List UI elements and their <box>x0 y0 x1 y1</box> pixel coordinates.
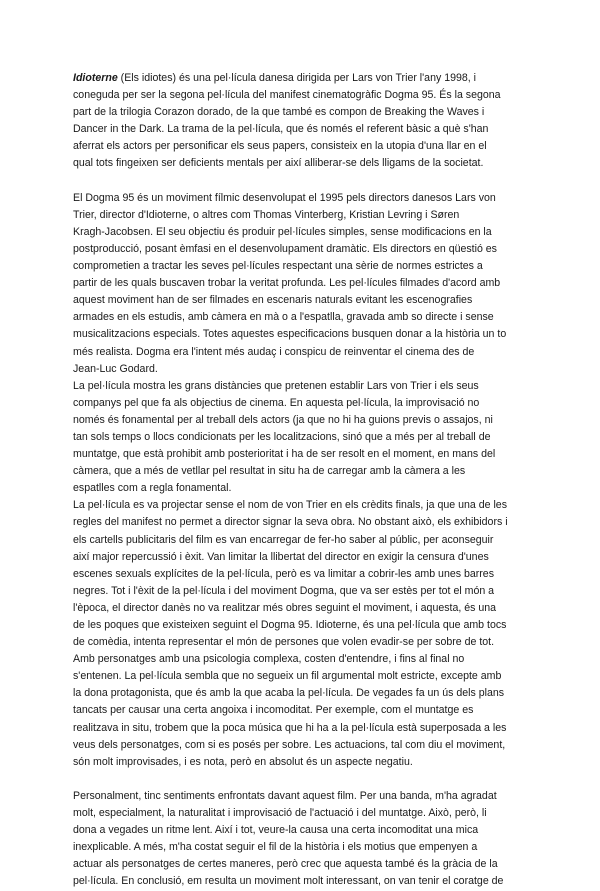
paragraph-personal <box>73 788 533 891</box>
text-line: aquest moviment han de ser filmades en escenaris naturals evitant les escenografies <box>73 294 473 307</box>
paragraph-spacer <box>73 771 533 788</box>
text-line: de les poques que existeixen seguint el Dogma 95. Idioterne, és una pel·lícula que amb tocs <box>73 619 507 631</box>
text-line <box>73 70 533 87</box>
text-line: càmera, que a més de vetllar pel resultat in situ ha de carregar amb la càmera a les <box>73 465 466 478</box>
text-line: pel·lícula. En conclusió, em resulta un moviment molt interessant, on van tenir el coratge de <box>73 875 504 888</box>
paragraph-intro <box>73 70 533 173</box>
text-line: Trier, director d'Idioterne, o altres com Thomas Vinterberg, Kristian Levring i Søren <box>73 208 460 221</box>
text-line: El Dogma 95 és un moviment fílmic desenvolupat el 1995 pels directors danesos Lars von <box>73 191 496 204</box>
text-line: muntatge, que està prohibit amb posterioritat i ha de ser resolt en el moment, en mans del <box>73 448 496 461</box>
text-line: regles del manifest no permet a director signar la seva obra. No obstant això, els exhibidors i <box>73 516 508 529</box>
text-line: coneguda per ser la segona pel·lícula del manifest cinematogràfic Dogma 95. És la segona <box>73 89 501 102</box>
text-line: de comèdia, intenta representar el món de persones que volen evadir-se per sobre de tot. <box>73 636 495 649</box>
text-line: així major repercussió i èxit. Van limitar la llibertat del director en exigir la censura d'unes <box>73 550 489 563</box>
paragraph-distances <box>73 378 533 498</box>
text-line: Dancer in the Dark. La trama de la pel·lícula, que és només el referent bàsic a què s'han <box>73 123 489 136</box>
text-line: només és fonamental per al treball dels actors (ja que no hi ha guions previs o assajos, ni <box>73 413 493 426</box>
text-line: escenes sexuals explícites de la pel·lícula, però es va limitar a cobrir-les amb unes barres <box>73 567 494 580</box>
text-line: companys pel que fa als objectius de cinema. En aquesta pel·lícula, la improvisació no <box>73 396 480 409</box>
paragraph-dogma <box>73 190 533 378</box>
text-line: realitzava in situ, trobem que la poca música que hi ha a la pel·lícula està superposada a les <box>73 721 507 734</box>
text-line: inexplicable. A més, m'ha costat seguir el fil de la història i els motius que empenyen a <box>73 841 478 854</box>
text-line: La pel·lícula es va projectar sense el nom de von Trier en els crèdits finals, ja que una de les <box>73 499 507 512</box>
text-line: molt, especialment, la naturalitat i improvisació de l'actuació i del muntatge. Això, però, li <box>73 807 487 820</box>
text-line: aferrat els actors per personificar els seus papers, consisteix en la utopia d'una llar en el <box>73 140 487 153</box>
text-line: espatlles com a regla fonamental. <box>73 482 232 495</box>
text-line: Personalment, tinc sentiments enfrontats davant aquest film. Per una banda, m'ha agradat <box>73 789 497 802</box>
text-line: part de la trilogia Corazon dorado, de la que també es compon de Breaking the Waves i <box>73 106 485 119</box>
text-line: tan sols temps o llocs condicionats per les localitzacions, sinó que a més per al treball de <box>73 430 491 443</box>
paragraph-spacer <box>73 173 533 190</box>
text-line: Amb personatges amb una psicologia complexa, costen d'entendre, i fins al final no <box>73 653 465 666</box>
text-line: s'entenen. La pel·lícula sembla que no segueix un fil argumental molt estricte, excepte amb <box>73 670 502 683</box>
text-line: La pel·lícula mostra les grans distàncies que pretenen establir Lars von Trier i els seus <box>73 379 479 392</box>
text-line: Kragh-Jacobsen. El seu objectiu és produir pel·lícules simples, sense modificacions en la <box>73 225 492 238</box>
text-line: comprometien a tractar les seves pel·lícules respectant una sèrie de normes estrictes a <box>73 260 483 273</box>
text-line: més realista. Dogma era l'intent més audaç i conspicu de reinventar el cinema des de <box>73 345 475 358</box>
text-line: veus dels personatges, com si es posés per sobre. Les actuacions, tal com diu el moviment, <box>73 738 506 751</box>
text-line: negres. Tot i l'èxit de la pel·lícula i del moviment Dogma, que va ser estès per tot el món a <box>73 584 495 597</box>
text-line: la dona protagonista, que és amb la que acaba la pel·lícula. De vegades fa un ús dels plans <box>73 687 505 700</box>
text-line: qual tots fingeixen ser deficients mentals per així alliberar-se dels lligams de la societat. <box>73 157 484 170</box>
text-line: actuar als personatges de certes maneres, però crec que aquesta també és la gràcia de la <box>73 858 498 871</box>
text-line: tancats per causar una certa angoixa i incomoditat. Per exemple, com el muntatge es <box>73 704 474 717</box>
text-line: armades en els estudis, amb càmera en mà o a l'espatlla, gravada amb so directe i sense <box>73 311 494 324</box>
text-line: dona a vegades un ritme lent. Així i tot, veure-la causa una certa incomoditat una mica <box>73 824 479 837</box>
text-line: l'època, el director danès no va realitzar més obres seguint el moviment, i aquesta, és una <box>73 601 497 614</box>
text-line-content: (Els idiotes) és una pel·lícula danesa dirigida per Lars von Trier l'any 1998, i <box>117 72 477 84</box>
film-title: Idioterne <box>73 72 118 84</box>
text-line: els cartells publicitaris del film es van encarregar de fer-ho saber al públic, per aconseguir <box>73 533 494 546</box>
text-line: partir de les quals buscaven trobar la veritat profunda. Les pel·lícules filmades d'acord amb <box>73 277 501 290</box>
text-line: són molt improvisades, i es nota, però en absolut és un aspecte negatiu. <box>73 755 413 768</box>
text-line: musicalitzacions especials. Totes aquestes especificacions busquen donar a la història un to <box>73 328 507 341</box>
text-line: postproducció, posant èmfasi en el desenvolupament dramàtic. Els directors en qüestió es <box>73 242 497 255</box>
text-line: Jean-Luc Godard. <box>73 362 158 375</box>
document-page <box>73 70 533 891</box>
paragraph-projection <box>73 497 533 771</box>
